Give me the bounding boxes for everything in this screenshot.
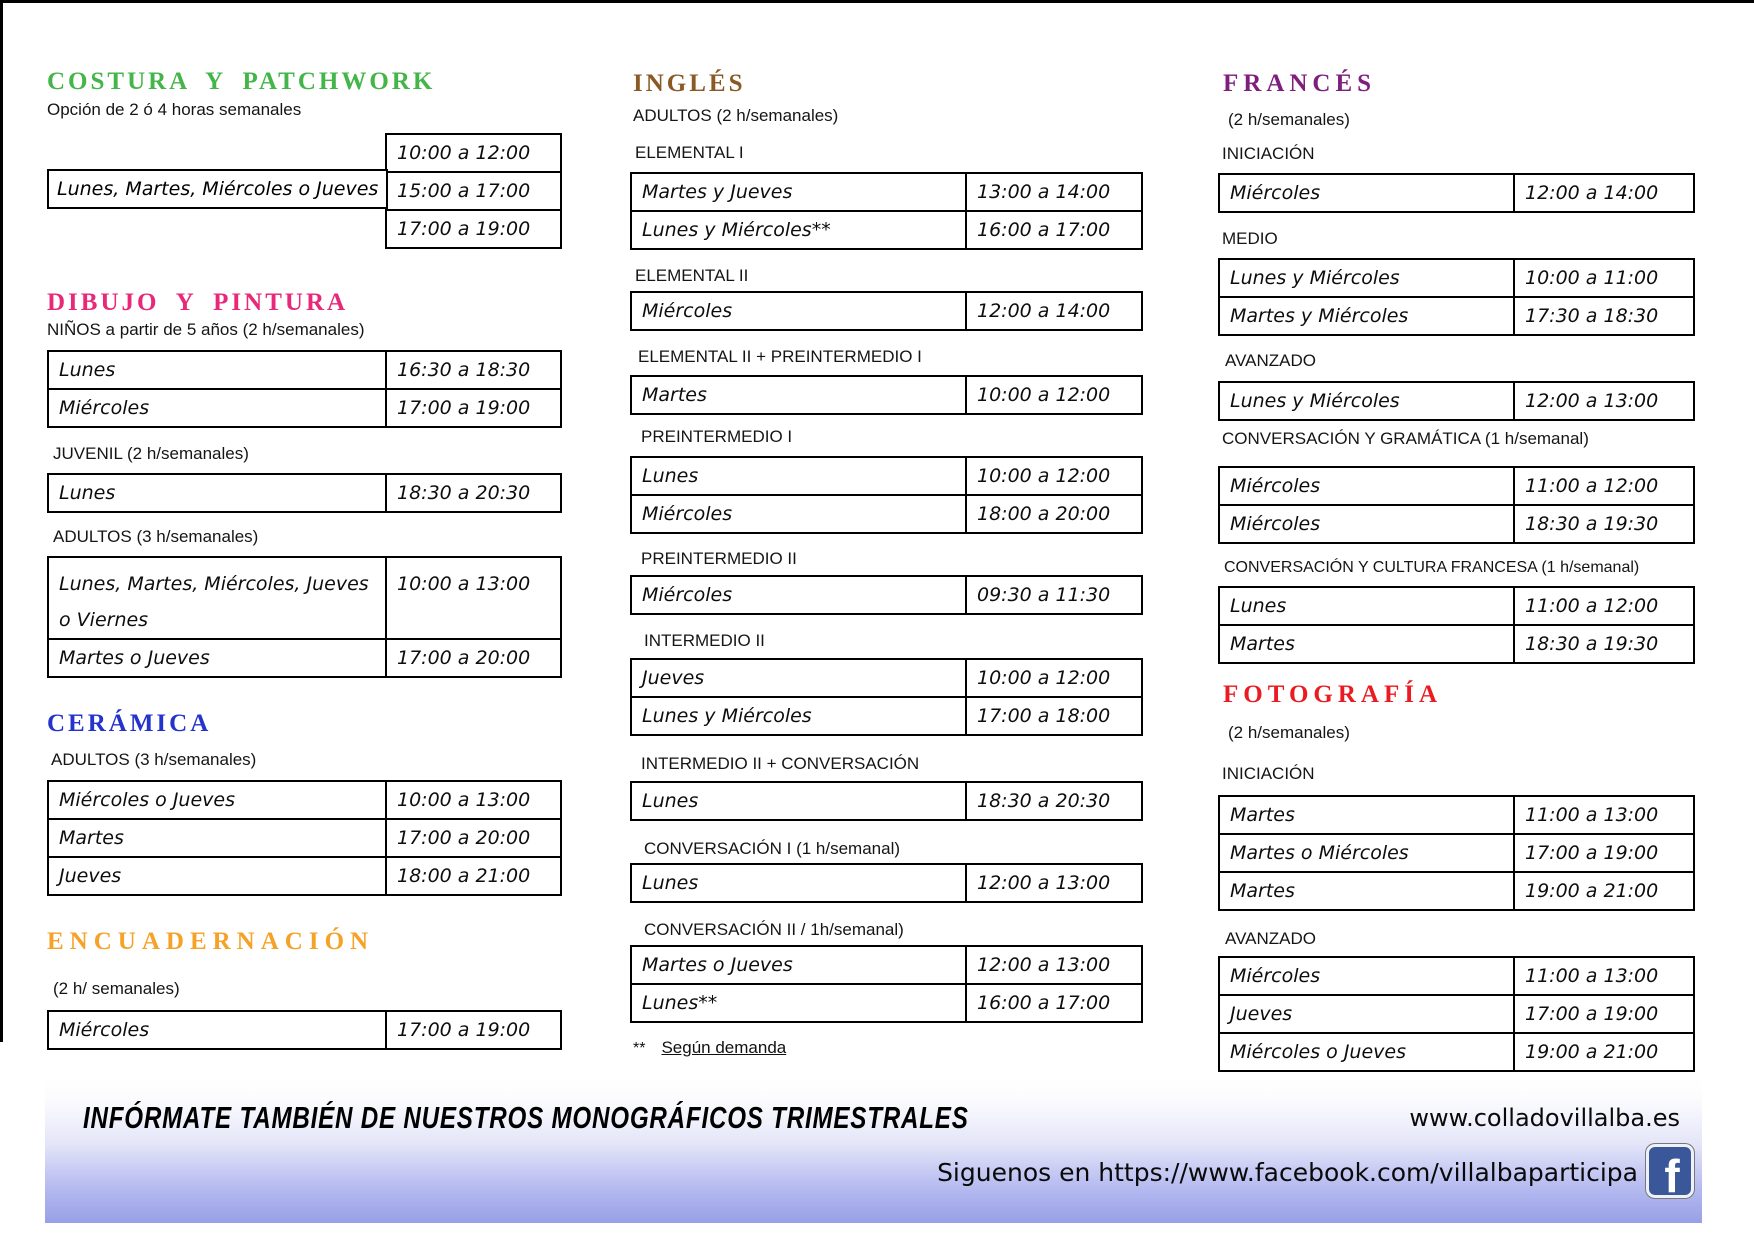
section-title-frances: FRANCÉS xyxy=(1223,70,1377,97)
table-row xyxy=(49,638,560,676)
frances-group-label: INICIACIÓN xyxy=(1222,144,1315,163)
time-cell: 10:00 a 12:00 xyxy=(977,384,1111,406)
table-row xyxy=(1220,871,1693,909)
table-row xyxy=(632,577,1141,613)
ingles-intermedio2-table xyxy=(630,658,1143,736)
day-cell: Martes xyxy=(49,820,387,856)
time-cell: 12:00 a 13:00 xyxy=(1525,390,1659,412)
day-cell: Lunes xyxy=(1220,588,1515,624)
day-cell: Lunes y Miércoles** xyxy=(632,212,967,248)
time-cell: 16:00 a 17:00 xyxy=(977,992,1111,1014)
time-cell: 10:00 a 12:00 xyxy=(397,142,531,164)
section-title-encuadernacion: ENCUADERNACIÓN xyxy=(47,928,375,955)
time-cell: 18:00 a 21:00 xyxy=(397,865,531,887)
footnote-text: Según demanda xyxy=(661,1038,787,1057)
ingles-group-label: ELEMENTAL I xyxy=(635,143,744,162)
day-cell: Jueves xyxy=(49,858,387,894)
frances-avanzado-table xyxy=(1218,381,1695,421)
table-row xyxy=(49,475,560,511)
day-cell: Martes y Miércoles xyxy=(1220,298,1515,334)
ingles-note: ADULTOS (2 h/semanales) xyxy=(633,106,839,125)
day-cell: Martes xyxy=(1220,626,1515,662)
frances-note: (2 h/semanales) xyxy=(1228,110,1350,129)
table-row xyxy=(49,388,560,426)
time-cell: 17:00 a 19:00 xyxy=(397,1019,531,1041)
dibujo-adultos-label: ADULTOS (3 h/semanales) xyxy=(53,527,259,546)
time-cell: 09:30 a 11:30 xyxy=(977,584,1111,606)
fotografia-avanzado-table xyxy=(1218,956,1695,1072)
time-cell: 17:00 a 19:00 xyxy=(1525,842,1659,864)
table-row xyxy=(632,865,1141,901)
ingles-group-label: PREINTERMEDIO II xyxy=(641,549,797,568)
table-row xyxy=(387,209,560,247)
ingles-elemental1-table xyxy=(630,172,1143,250)
section-title-costura: COSTURA Y PATCHWORK xyxy=(47,68,436,95)
frances-iniciacion-table xyxy=(1218,173,1695,213)
website-link[interactable]: www.colladovillalba.es xyxy=(1409,1104,1680,1132)
costura-note: Opción de 2 ó 4 horas semanales xyxy=(47,100,302,119)
day-cell: Miércoles xyxy=(1220,468,1515,504)
table-row xyxy=(1220,994,1693,1032)
table-row xyxy=(387,171,560,209)
day-cell: Miércoles xyxy=(1220,958,1515,994)
time-cell: 10:00 a 13:00 xyxy=(397,573,531,595)
frances-conversacion-gramatica-table xyxy=(1218,466,1695,544)
time-cell: 15:00 a 17:00 xyxy=(397,180,531,202)
ingles-preintermedio1-table xyxy=(630,456,1143,534)
table-row xyxy=(632,210,1141,248)
time-cell: 17:00 a 20:00 xyxy=(397,827,531,849)
day-cell: Miércoles xyxy=(49,1012,387,1048)
table-row xyxy=(632,494,1141,532)
table-row xyxy=(49,818,560,856)
table-row xyxy=(1220,175,1693,211)
ceramica-table xyxy=(47,780,562,896)
table-row xyxy=(49,782,560,818)
day-cell: Miércoles xyxy=(1220,175,1515,211)
time-cell: 12:00 a 13:00 xyxy=(977,872,1111,894)
dibujo-juvenil-table xyxy=(47,473,562,513)
day-cell: Miércoles xyxy=(49,390,387,426)
day-cell: Jueves xyxy=(632,660,967,696)
ingles-elemental2-table xyxy=(630,291,1143,331)
time-cell: 17:30 a 18:30 xyxy=(1525,305,1659,327)
time-cell: 11:00 a 13:00 xyxy=(1525,804,1659,826)
day-cell: Lunes y Miércoles xyxy=(632,698,967,734)
time-cell: 13:00 a 14:00 xyxy=(977,181,1111,203)
time-cell: 19:00 a 21:00 xyxy=(1525,1041,1659,1063)
costura-days-cell: Lunes, Martes, Miércoles o Jueves xyxy=(47,169,388,209)
banner-headline: INFÓRMATE TAMBIÉN DE NUESTROS MONOGRÁFICOS TRIMESTRALES xyxy=(83,1100,969,1135)
fotografia-iniciacion-table xyxy=(1218,795,1695,911)
table-row xyxy=(632,947,1141,983)
table-row xyxy=(632,660,1141,696)
frances-medio-table xyxy=(1218,258,1695,336)
ingles-intermedio2-conversacion-table xyxy=(630,781,1143,821)
time-cell: 10:00 a 12:00 xyxy=(977,465,1111,487)
table-row xyxy=(49,856,560,894)
page-left-border xyxy=(0,0,3,1042)
ingles-group-label: INTERMEDIO II xyxy=(644,631,765,650)
table-row xyxy=(632,458,1141,494)
dibujo-ninos-label: NIÑOS a partir de 5 años (2 h/semanales) xyxy=(47,320,365,339)
time-cell: 17:00 a 19:00 xyxy=(1525,1003,1659,1025)
table-row xyxy=(49,352,560,388)
day-cell: Martes o Miércoles xyxy=(1220,835,1515,871)
day-cell: Miércoles o Jueves xyxy=(1220,1034,1515,1070)
day-cell: Miércoles o Jueves xyxy=(49,782,387,818)
fotografia-group-label: AVANZADO xyxy=(1225,929,1316,948)
day-cell: Martes xyxy=(632,377,967,413)
day-cell: Miércoles xyxy=(1220,506,1515,542)
time-cell: 10:00 a 12:00 xyxy=(977,667,1111,689)
section-title-dibujo: DIBUJO Y PINTURA xyxy=(47,289,349,316)
section-title-ingles: INGLÉS xyxy=(633,70,746,97)
time-cell: 17:00 a 19:00 xyxy=(397,218,531,240)
ingles-group-label: CONVERSACIÓN II / 1h/semanal) xyxy=(644,920,904,939)
table-row xyxy=(632,783,1141,819)
table-row xyxy=(1220,383,1693,419)
encuadernacion-table xyxy=(47,1010,562,1050)
section-title-fotografia: FOTOGRAFÍA xyxy=(1223,681,1442,708)
time-cell: 12:00 a 14:00 xyxy=(977,300,1111,322)
table-row xyxy=(1220,468,1693,504)
table-row xyxy=(1220,833,1693,871)
time-cell: 18:30 a 19:30 xyxy=(1525,513,1659,535)
time-cell: 16:00 a 17:00 xyxy=(977,219,1111,241)
table-row xyxy=(632,696,1141,734)
ingles-conversacion1-table xyxy=(630,863,1143,903)
table-row xyxy=(1220,1032,1693,1070)
ceramica-adultos-label: ADULTOS (3 h/semanales) xyxy=(51,750,257,769)
time-cell: 10:00 a 13:00 xyxy=(397,789,531,811)
table-row xyxy=(632,983,1141,1021)
time-cell: 12:00 a 14:00 xyxy=(1525,182,1659,204)
day-cell: Lunes** xyxy=(632,985,967,1021)
frances-conversacion-cultura-table xyxy=(1218,586,1695,664)
page-top-border xyxy=(0,0,1754,3)
facebook-url-link[interactable]: Siguenos en https://www.facebook.com/villalbaparticipa xyxy=(937,1158,1638,1187)
ingles-group-label: ELEMENTAL II xyxy=(635,266,749,285)
day-cell: Lunes xyxy=(49,475,387,511)
day-cell: Lunes y Miércoles xyxy=(1220,260,1515,296)
frances-group-label: MEDIO xyxy=(1222,229,1278,248)
time-cell: 11:00 a 12:00 xyxy=(1525,475,1659,497)
frances-group-label: CONVERSACIÓN Y CULTURA FRANCESA (1 h/semanal) xyxy=(1224,559,1640,576)
table-row xyxy=(1220,504,1693,542)
time-cell: 17:00 a 20:00 xyxy=(397,647,531,669)
ingles-group-label: ELEMENTAL II + PREINTERMEDIO I xyxy=(638,347,922,366)
day-cell: Lunes xyxy=(632,865,967,901)
time-cell: 11:00 a 12:00 xyxy=(1525,595,1659,617)
fotografia-note: (2 h/semanales) xyxy=(1228,723,1350,742)
time-cell: 19:00 a 21:00 xyxy=(1525,880,1659,902)
day-cell: Lunes xyxy=(632,458,967,494)
day-cell: Lunes xyxy=(49,352,387,388)
day-cell: Jueves xyxy=(1220,996,1515,1032)
ingles-conversacion2-table xyxy=(630,945,1143,1023)
time-cell: 18:30 a 20:30 xyxy=(977,790,1111,812)
frances-group-label: AVANZADO xyxy=(1225,351,1316,370)
day-cell: Miércoles xyxy=(632,293,967,329)
footnote xyxy=(633,1038,786,1058)
time-cell: 17:00 a 19:00 xyxy=(397,397,531,419)
dibujo-ninos-table xyxy=(47,350,562,428)
time-cell: 10:00 a 11:00 xyxy=(1525,267,1659,289)
day-cell: Martes y Jueves xyxy=(632,174,967,210)
costura-times-table xyxy=(385,133,562,249)
encuadernacion-note: (2 h/ semanales) xyxy=(53,979,180,998)
day-cell: Miércoles xyxy=(632,577,967,613)
day-cell: Martes xyxy=(1220,873,1515,909)
time-cell: 18:00 a 20:00 xyxy=(977,503,1111,525)
time-cell: 12:00 a 13:00 xyxy=(977,954,1111,976)
day-cell: Lunes xyxy=(632,783,967,819)
table-row xyxy=(1220,588,1693,624)
ingles-preintermedio2-table xyxy=(630,575,1143,615)
ingles-group-label: PREINTERMEDIO I xyxy=(641,427,793,446)
time-cell: 18:30 a 19:30 xyxy=(1525,633,1659,655)
section-title-ceramica: CERÁMICA xyxy=(47,710,212,737)
table-row xyxy=(632,174,1141,210)
table-row xyxy=(1220,624,1693,662)
day-cell: Lunes y Miércoles xyxy=(1220,383,1515,419)
bottom-banner xyxy=(45,1078,1702,1223)
table-row xyxy=(49,1012,560,1048)
table-row xyxy=(1220,797,1693,833)
ingles-group-label: CONVERSACIÓN I (1 h/semanal) xyxy=(644,839,901,858)
dibujo-juvenil-label: JUVENIL (2 h/semanales) xyxy=(53,444,249,463)
table-row xyxy=(1220,958,1693,994)
day-cell: Martes o Jueves xyxy=(632,947,967,983)
ingles-group-label: INTERMEDIO II + CONVERSACIÓN xyxy=(641,754,920,773)
facebook-icon[interactable] xyxy=(1646,1144,1694,1198)
day-cell: Martes xyxy=(1220,797,1515,833)
dibujo-adultos-table xyxy=(47,556,562,678)
table-row xyxy=(49,558,560,638)
time-cell: 18:30 a 20:30 xyxy=(397,482,531,504)
fotografia-group-label: INICIACIÓN xyxy=(1222,764,1315,783)
frances-group-label: CONVERSACIÓN Y GRAMÁTICA (1 h/semanal) xyxy=(1222,429,1589,448)
table-row xyxy=(1220,260,1693,296)
time-cell: 16:30 a 18:30 xyxy=(397,359,531,381)
table-row xyxy=(632,293,1141,329)
table-row xyxy=(632,377,1141,413)
footnote-marker: ** xyxy=(633,1040,646,1057)
table-row xyxy=(1220,296,1693,334)
facebook-letter: f xyxy=(1664,1150,1680,1198)
day-cell: Martes o Jueves xyxy=(49,640,387,676)
time-cell: 17:00 a 18:00 xyxy=(977,705,1111,727)
table-row xyxy=(387,135,560,171)
day-cell: Lunes, Martes, Miércoles, Jueves o Viernes xyxy=(49,558,387,638)
day-cell: Miércoles xyxy=(632,496,967,532)
ingles-elemental2-preintermedio1-table xyxy=(630,375,1143,415)
time-cell: 11:00 a 13:00 xyxy=(1525,965,1659,987)
